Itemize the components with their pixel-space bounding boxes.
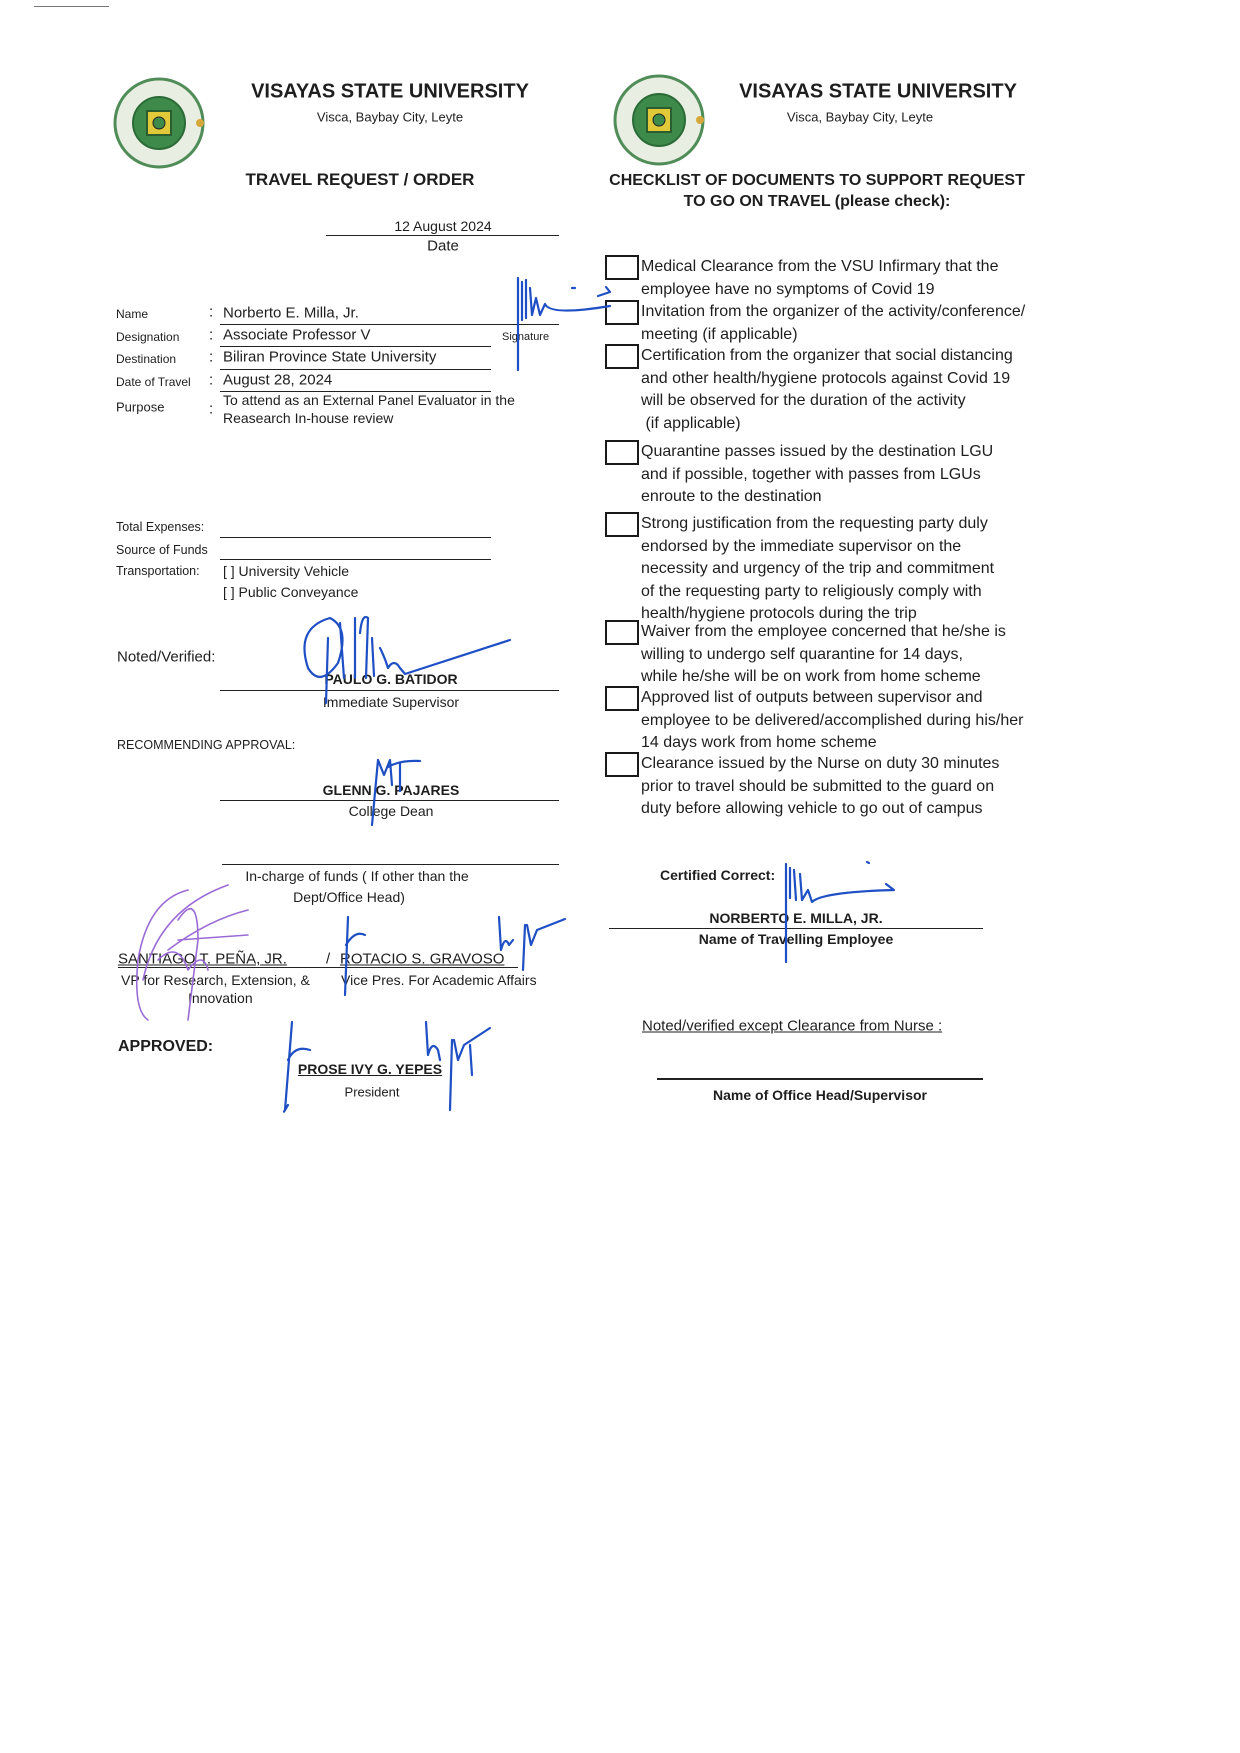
vp-research-title-2: Innovation	[188, 990, 253, 1006]
date-label: Date	[427, 237, 459, 255]
dean-title: College Dean	[348, 803, 434, 819]
noted-except-nurse: Noted/verified except Clearance from Nurse :	[642, 1017, 943, 1035]
checklist-item-line: Quarantine passes issued by the destination LGU	[641, 443, 994, 460]
checklist-item	[641, 687, 1023, 755]
checklist-item-line: endorsed by the immediate supervisor on the	[641, 537, 962, 555]
checklist-item-line: necessity and urgency of the trip and commitment	[641, 560, 995, 577]
checklist-item-line: Certification from the organizer that social distancing	[641, 347, 1013, 364]
checklist-checkbox[interactable]	[605, 752, 639, 777]
checklist-item-line: 14 days work from home scheme	[641, 734, 877, 751]
checklist-item-line: Approved list of outputs between supervisor and	[641, 689, 983, 706]
certified-signature	[782, 862, 902, 962]
president-signature	[280, 1020, 320, 1115]
dean-signature	[370, 755, 440, 825]
checklist-checkbox[interactable]	[605, 440, 639, 465]
vp-academic-name: ROTACIO S. GRAVOSO	[340, 950, 505, 968]
date-of-travel-colon: :	[209, 371, 214, 389]
university-address-left: Visca, Baybay City, Leyte	[316, 109, 464, 125]
vp-academic-title: Vice Pres. For Academic Affairs	[341, 972, 537, 988]
certified-correct-label: Certified Correct:	[660, 867, 776, 883]
checklist-item	[641, 513, 994, 626]
signature-label: Signature	[502, 331, 550, 343]
total-expenses-line	[220, 537, 491, 538]
purpose-line-1: To attend as an External Panel Evaluator in the	[223, 392, 515, 408]
checklist-item-line: Invitation from the organizer of the activity/conference/	[641, 303, 1026, 320]
date-of-travel-value: August 28, 2024	[223, 371, 333, 389]
university-name-right: VISAYAS STATE UNIVERSITY	[739, 80, 1017, 103]
supervisor-title: Immediate Supervisor	[322, 694, 460, 710]
name-line	[220, 324, 559, 325]
checklist-item-line: meeting (if applicable)	[641, 325, 798, 343]
destination-label: Destination	[116, 352, 177, 366]
checklist-title-line1: CHECKLIST OF DOCUMENTS TO SUPPORT REQUEST	[609, 172, 1025, 189]
checklist-checkbox[interactable]	[605, 686, 639, 711]
scan-artifact-line	[34, 6, 109, 7]
checklist-item	[641, 621, 1006, 689]
president-name: PROSE IVY G. YEPES	[297, 1061, 443, 1077]
noted-verified-label: Noted/Verified:	[117, 648, 216, 666]
university-address-right: Visca, Baybay City, Leyte	[786, 109, 934, 125]
president-initial	[420, 1020, 495, 1110]
destination-value: Biliran Province State University	[223, 348, 437, 366]
checklist-item	[641, 301, 1025, 346]
checklist-item-line: health/hygiene protocols during the trip	[641, 605, 917, 622]
purpose-colon: :	[209, 400, 214, 418]
checklist-item-line: of the requesting party to religiously comply with	[641, 582, 982, 600]
funds-incharge-caption-2: Dept/Office Head)	[293, 889, 405, 905]
destination-colon: :	[209, 348, 214, 366]
funds-incharge-caption-1: In-charge of funds ( If other than the	[245, 868, 469, 884]
checklist-item-line: and if possible, together with passes from LGUs	[641, 465, 981, 483]
source-of-funds-line	[220, 559, 491, 560]
vp-academic-initial	[495, 915, 570, 975]
purpose-label: Purpose	[116, 399, 165, 415]
employee-caption: Name of Travelling Employee	[698, 931, 894, 947]
approved-label: APPROVED:	[118, 1038, 214, 1055]
checklist-item-line: and other health/hygiene protocols against Covid 19	[641, 369, 1011, 387]
designation-colon: :	[209, 326, 214, 344]
total-expenses-label: Total Expenses:	[116, 520, 205, 534]
checklist-item-line: employee have no symptoms of Covid 19	[641, 280, 935, 298]
checklist-item-line: Clearance issued by the Nurse on duty 30 minutes	[641, 755, 1000, 772]
checklist-checkbox[interactable]	[605, 512, 639, 537]
checklist-item	[641, 753, 999, 821]
vp-slash: /	[326, 950, 331, 968]
employee-name: NORBERTO E. MILLA, JR.	[709, 910, 883, 926]
purpose-line-2: Reasearch In-house review	[223, 410, 394, 426]
destination-line	[220, 369, 491, 370]
dean-name: GLENN G. PAJARES	[322, 782, 460, 798]
checkbox-tick-mark	[596, 284, 616, 304]
checklist-item	[641, 345, 1013, 435]
supervisor-name: PAULO G. BATIDOR	[324, 671, 458, 687]
checklist-checkbox[interactable]	[605, 620, 639, 645]
name-label: Name	[116, 307, 149, 321]
designation-label: Designation	[116, 330, 180, 344]
checklist-item	[641, 256, 998, 301]
form-title: TRAVEL REQUEST / ORDER	[245, 170, 475, 189]
vp-research-signature	[118, 880, 258, 1030]
checklist-item-line: employee to be delivered/accomplished during his/her	[641, 711, 1024, 729]
vp-research-title-1: VP for Research, Extension, &	[121, 972, 310, 988]
funds-incharge-line	[222, 864, 559, 865]
supervisor-signature	[300, 608, 520, 708]
checklist-item-line: while he/she will be on work from home scheme	[641, 668, 981, 685]
transport-option-university-vehicle[interactable]: [ ] University Vehicle	[223, 563, 350, 579]
university-name-left: VISAYAS STATE UNIVERSITY	[251, 80, 529, 103]
date-value: 12 August 2024	[394, 218, 492, 234]
president-title: President	[344, 1084, 400, 1100]
checklist-item-line: duty before allowing vehicle to go out of campus	[641, 800, 983, 817]
checklist-item-line: Strong justification from the requesting party duly	[641, 515, 988, 532]
checklist-item-line: willing to undergo self quarantine for 14 days,	[641, 645, 963, 663]
designation-line	[220, 346, 491, 347]
source-of-funds-label: Source of Funds	[116, 543, 208, 557]
checklist-item-line: Waiver from the employee concerned that he/she is	[641, 623, 1006, 640]
recommending-approval-label: RECOMMENDING APPROVAL:	[117, 738, 296, 752]
office-head-caption: Name of Office Head/Supervisor	[713, 1087, 927, 1103]
transport-option-public-conveyance[interactable]: [ ] Public Conveyance	[223, 584, 359, 600]
name-value: Norberto E. Milla, Jr.	[223, 304, 359, 322]
university-seal-left	[113, 77, 205, 169]
checklist-item-line: prior to travel should be submitted to the guard on	[641, 777, 995, 795]
checklist-item	[641, 441, 993, 509]
checklist-item-line: enroute to the destination	[641, 488, 822, 505]
vp-research-name: SANTIAGO T. PEÑA, JR.	[118, 950, 287, 968]
checklist-item-line: (if applicable)	[641, 414, 741, 432]
office-head-line	[657, 1078, 983, 1080]
name-colon: :	[209, 303, 214, 321]
checklist-item-line: will be observed for the duration of the activity	[641, 392, 966, 409]
university-seal-right	[613, 74, 705, 166]
vp-academic-signature	[340, 915, 370, 1000]
transportation-label: Transportation:	[116, 564, 200, 578]
checklist-item-line: Medical Clearance from the VSU Infirmary that the	[641, 258, 999, 275]
date-of-travel-label: Date of Travel	[116, 375, 191, 389]
checklist-title-line2: TO GO ON TRAVEL (please check):	[683, 193, 951, 210]
date-line	[326, 235, 559, 236]
designation-value: Associate Professor V	[223, 326, 371, 344]
